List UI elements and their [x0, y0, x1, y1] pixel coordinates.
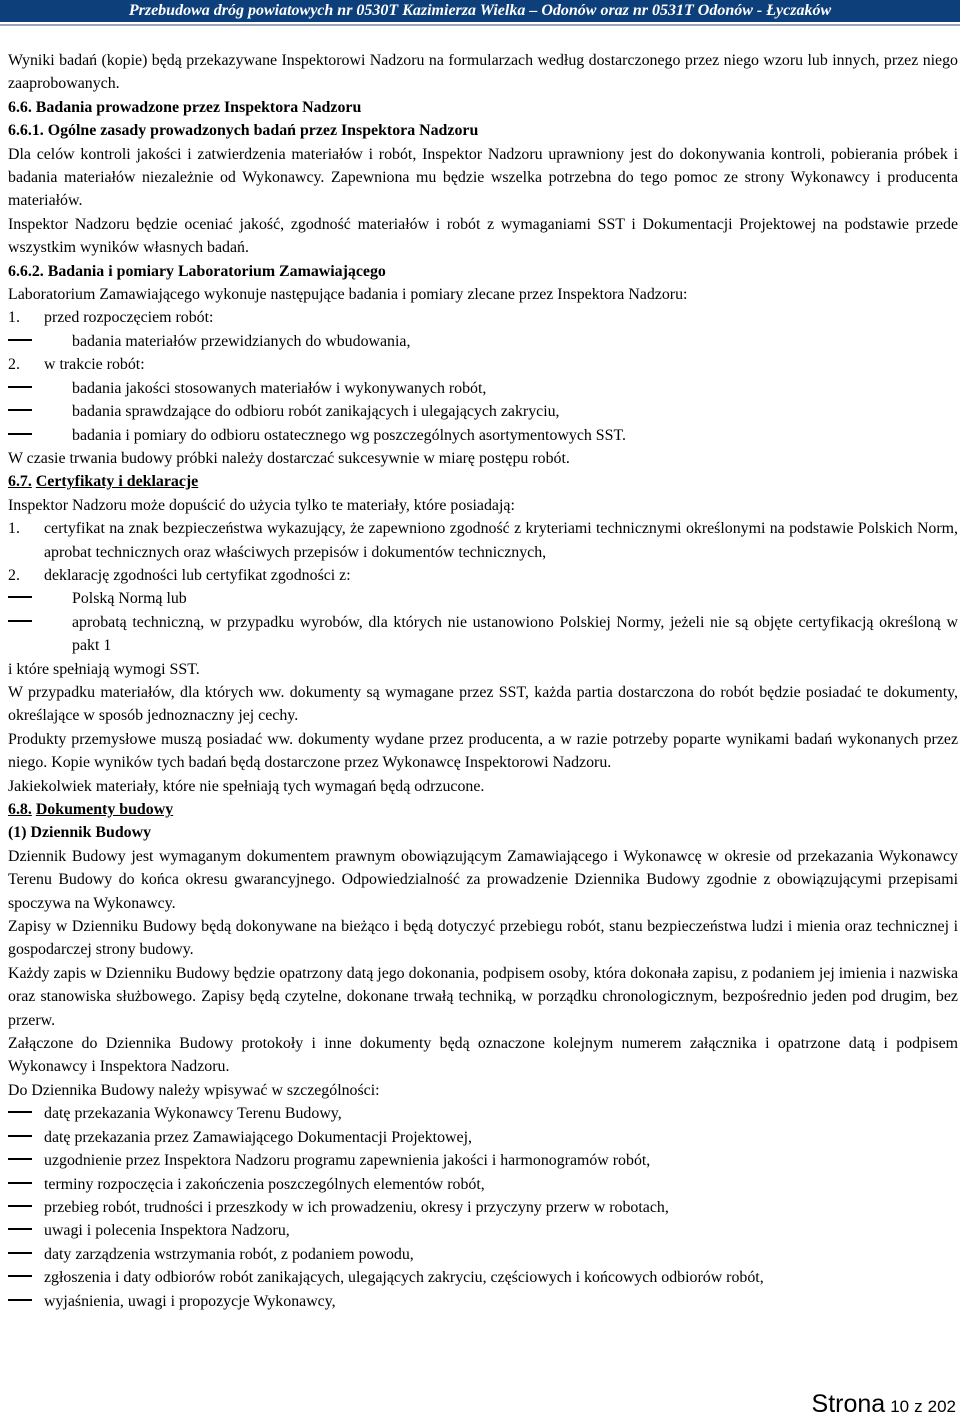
dash-bullet [8, 345, 72, 346]
item-text: badania sprawdzające do odbioru robót zanikających i ulegających zakryciu, [72, 403, 560, 421]
dash-bullet [8, 439, 72, 440]
item-text: przebieg robót, trudności i przeszkody w ich prowadzeniu, okresy i przyczyny przerw w robotach, [44, 1198, 669, 1216]
item-text: uwagi i polecenia Inspektora Nadzoru, [44, 1222, 290, 1240]
section-heading-6-8 [8, 798, 958, 821]
item-text: zgłoszenia i daty odbiorów robót zanikających, ulegających zakryciu, częściowych i końcowych odbiorów robót, [44, 1269, 764, 1287]
item-text: daty zarządzenia wstrzymania robót, z podaniem powodu, [44, 1245, 414, 1263]
item-text: badania i pomiary do odbioru ostatecznego wg poszczególnych asortymentowych SST. [72, 426, 626, 444]
dash-bullet [8, 1211, 44, 1212]
item-text: badania materiałów przewidzianych do wbudowania, [72, 332, 411, 350]
dash-item [8, 400, 958, 423]
dash-item [8, 1173, 958, 1196]
dash-bullet [8, 1234, 44, 1235]
dash-item [8, 1243, 958, 1266]
item-number: 2. [8, 566, 20, 584]
dash-item [8, 1102, 958, 1125]
dash-bullet [8, 1305, 44, 1306]
page-of: z [914, 1397, 923, 1416]
dash-item [8, 587, 958, 610]
section-heading-6-7 [8, 470, 958, 493]
numbered-item [8, 564, 958, 587]
paragraph: W czasie trwania budowy próbki należy dostarczać sukcesywnie w miarę postępu robót. [8, 449, 570, 467]
dash-item [8, 1219, 958, 1242]
numbered-item [8, 353, 958, 376]
dash-item [8, 1149, 958, 1172]
document-body [8, 49, 958, 1313]
paragraph: Laboratorium Zamawiającego wykonuje następujące badania i pomiary zlecane przez Inspektora Nadzoru: [8, 286, 688, 304]
paragraph: Załączone do Dziennika Budowy protokoły i inne dokumenty będą oznaczone kolejnym numerem załącznika i opatrzone datą i podpisem Wykonawcy i Inspektora Nadzoru. [8, 1035, 958, 1076]
dash-bullet [8, 1141, 44, 1142]
paragraph: Dziennik Budowy jest wymaganym dokumentem prawnym obowiązującym Zamawiającego i Wykonawcę w okresie od przekazania Wykonawcy Terenu Budowy do końca okresu gwarancyjnego. Odpowiedzialność za prowadzenie Dziennika Budowy zgodnie z obowiązującymi przepisami spoczywa na Wykonawcy. [8, 847, 958, 912]
item-text: w trakcie robót: [44, 356, 145, 374]
item-text: badania jakości stosowanych materiałów i wykonywanych robót, [72, 379, 487, 397]
item-text: certyfikat na znak bezpieczeństwa wykazujący, że zapewniono zgodność z kryteriami technicznymi określonymi na podstawie Polskich Norm, aprobat technicznych oraz właściwych przepisów i dokumentów technicznych, [44, 520, 958, 561]
heading-title: Certyfikaty i deklaracje [35, 473, 199, 491]
paragraph: W przypadku materiałów, dla których ww. dokumenty są wymagane przez SST, każda partia dostarczona do robót będzie posiadać te dokumenty, określające w sposób jednoznaczny jej cechy. [8, 683, 958, 725]
paragraph: Produkty przemysłowe muszą posiadać ww. dokumenty wydane przez producenta, a w razie potrzeby poparte wynikami badań wykonanych przez niego. Kopie wyników tych badań będą dostarczone przez Wykonawcę Inspektorowi Nadzoru. [8, 730, 958, 772]
paragraph: Inspektor Nadzoru będzie oceniać jakość, zgodność materiałów i robót z wymaganiami SST i Dokumentacji Projektowej na podstawie przede wszystkim wyników własnych badań. [8, 215, 958, 257]
dash-bullet [8, 626, 72, 627]
dash-item [8, 377, 958, 400]
page-footer [812, 1390, 956, 1419]
dash-item [8, 611, 958, 658]
dash-item [8, 1266, 958, 1289]
heading-title: Dokumenty budowy [35, 801, 174, 818]
heading-number: 6.8. [8, 801, 32, 818]
paragraph: Do Dziennika Budowy należy wpisywać w szczególności: [8, 1081, 380, 1099]
dash-bullet [8, 602, 72, 603]
dash-item [8, 1196, 958, 1219]
dash-bullet [8, 1188, 44, 1189]
dash-item [8, 1290, 958, 1313]
page-label: Strona [811, 1390, 886, 1418]
heading-number: 6.7. [8, 473, 32, 491]
header-band [0, 0, 960, 22]
section-heading-6-6: 6.6. Badania prowadzone przez Inspektora Nadzoru [8, 98, 362, 116]
paragraph: Wyniki badań (kopie) będą przekazywane Inspektorowi Nadzoru na formularzach według dostarczonego przez niego wzoru lub innych, przez niego zaaprobowanych. [8, 52, 958, 93]
dash-bullet [8, 1258, 44, 1259]
paragraph: Każdy zapis w Dzienniku Budowy będzie opatrzony datą jego dokonania, podpisem osoby, która dokonała zapisu, z podaniem jej imienia i nazwiska oraz stanowiska służbowego. Zapisy będą czytelne, dokonane trwałą techniką, w porządku chronologicznym, bezpośrednio jeden pod drugim, bez przerw. [8, 964, 958, 1029]
section-heading-6-6-1: 6.6.1. Ogólne zasady prowadzonych badań przez Inspektora Nadzoru [8, 122, 479, 140]
item-text: uzgodnienie przez Inspektora Nadzoru programu zapewnienia jakości i harmonogramów robót, [44, 1152, 651, 1170]
item-text: datę przekazania przez Zamawiającego Dokumentacji Projektowej, [44, 1128, 472, 1146]
section-heading-6-6-2: 6.6.2. Badania i pomiary Laboratorium Zamawiającego [8, 262, 386, 280]
item-number: 1. [8, 520, 20, 538]
item-text: deklarację zgodności lub certyfikat zgodności z: [44, 566, 351, 584]
dash-item [8, 424, 958, 447]
paragraph: Jakiekolwiek materiały, które nie spełniają tych wymagań będą odrzucone. [8, 777, 485, 795]
dash-item [8, 330, 958, 353]
numbered-item [8, 517, 958, 564]
paragraph: Dla celów kontroli jakości i zatwierdzenia materiałów i robót, Inspektor Nadzoru uprawniony jest do dokonywania kontroli, pobierania próbek i badania materiałów niezależnie od Wykonawcy. Zapewniona mu będzie wszelka potrzebna do tego pomoc ze strony Wykonawcy i producenta materiałów. [8, 145, 958, 210]
item-text: terminy rozpoczęcia i zakończenia poszczególnych elementów robót, [44, 1175, 485, 1193]
document-title: Przebudowa dróg powiatowych nr 0530T Kazimierza Wielka – Odonów oraz nr 0531T Odonów - Łyczaków [128, 2, 832, 19]
dash-bullet [8, 392, 72, 393]
dash-bullet [8, 1281, 44, 1282]
item-text: datę przekazania Wykonawcy Terenu Budowy, [44, 1105, 342, 1123]
paragraph: Inspektor Nadzoru może dopuścić do użycia tylko te materiały, które posiadają: [8, 496, 515, 514]
dash-bullet [8, 415, 72, 416]
dash-bullet [8, 1117, 44, 1118]
paragraph: i które spełniają wymogi SST. [8, 660, 200, 678]
item-number: 1. [8, 309, 20, 327]
item-text: wyjaśnienia, uwagi i propozycje Wykonawcy, [44, 1292, 336, 1310]
page-total: 202 [927, 1397, 956, 1416]
numbered-item [8, 306, 958, 329]
page-number: 10 [890, 1397, 910, 1416]
item-text: Polską Normą lub [72, 590, 187, 608]
header-rule [0, 24, 960, 26]
dash-bullet [8, 1164, 44, 1165]
item-text: przed rozpoczęciem robót: [44, 309, 214, 327]
dash-item [8, 1126, 958, 1149]
item-number: 2. [8, 356, 20, 374]
paragraph: Zapisy w Dzienniku Budowy będą dokonywane na bieżąco i będą dotyczyć przebiegu robót, stanu bezpieczeństwa ludzi i mienia oraz technicznej i gospodarczej strony budowy. [8, 918, 958, 959]
item-text: aprobatą techniczną, w przypadku wyrobów, dla których nie ustanowiono Polskiej Normy, jeżeli nie są objęte certyfikacją określoną w pakt 1 [72, 613, 958, 655]
subsection-heading-dziennik-budowy: (1) Dziennik Budowy [8, 824, 152, 842]
